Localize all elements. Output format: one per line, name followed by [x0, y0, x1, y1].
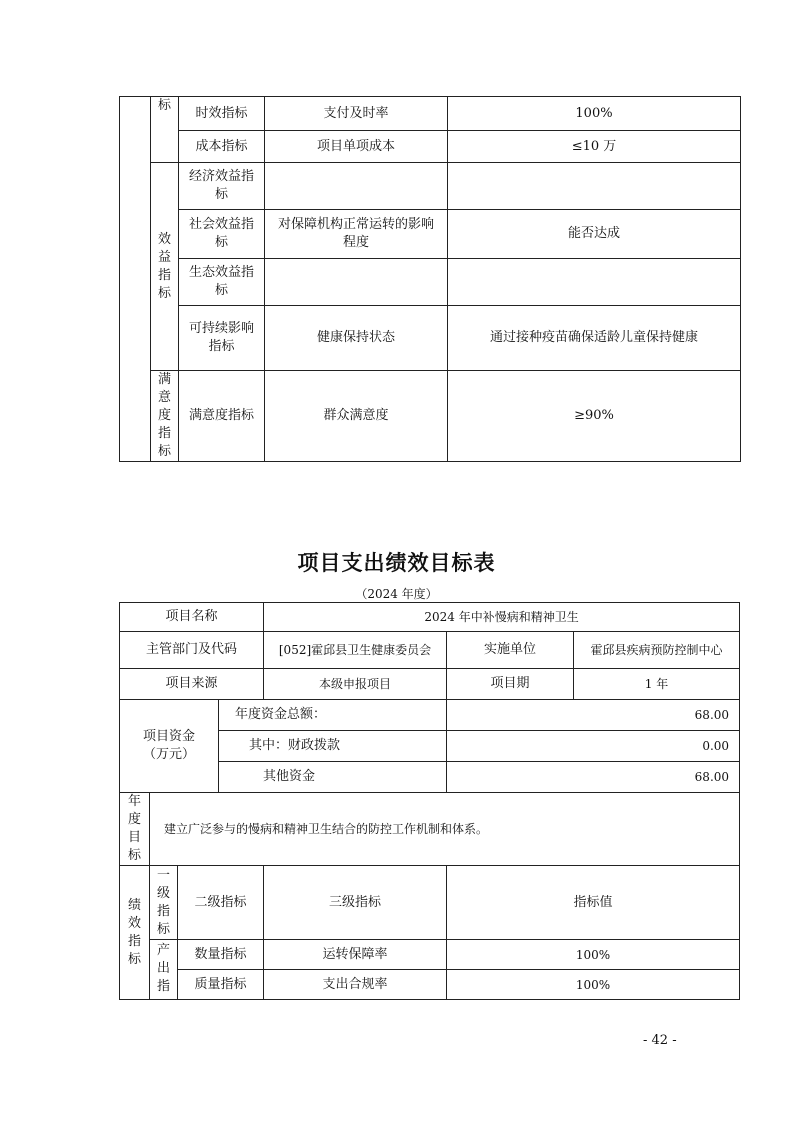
level3-cell: 项目单项成本: [265, 131, 448, 163]
level2-cell: 质量指标: [178, 970, 264, 1000]
funds-total-label: 年度资金总额：: [219, 700, 447, 731]
value-cell: [448, 163, 741, 210]
level3-cell: 对保障机构正常运转的影响程度: [265, 210, 448, 259]
satisfaction-label: 满 意 度 指 标: [151, 371, 179, 462]
level3-cell: 支出合规率: [264, 970, 447, 1000]
period-value: 1 年: [574, 669, 740, 700]
level2-cell: 社会效益指标: [179, 210, 265, 259]
source-label: 项目来源: [120, 669, 264, 700]
level3-cell: [265, 259, 448, 306]
funds-total-value: 68.00: [447, 700, 740, 731]
level2-cell: 数量指标: [178, 940, 264, 970]
goal-label: 年 度 目 标: [120, 793, 150, 866]
level2-header: 二级指标: [178, 866, 264, 940]
output-label: 产 出 指: [150, 940, 178, 1000]
dept-label: 主管部门及代码: [120, 632, 264, 669]
output-label-tail: 标: [151, 97, 179, 163]
level3-cell: 群众满意度: [265, 371, 448, 462]
level2-cell: 成本指标: [179, 131, 265, 163]
benefit-label: 效 益 指 标: [151, 163, 179, 371]
level2-cell: 满意度指标: [179, 371, 265, 462]
impl-label: 实施单位: [447, 632, 574, 669]
level2-cell: 时效指标: [179, 97, 265, 131]
page-title: 项目支出绩效目标表: [297, 551, 496, 575]
project-name-value: 2024 年中补慢病和精神卫生: [264, 603, 740, 632]
level2-cell: 生态效益指标: [179, 259, 265, 306]
dept-value: [052]霍邱县卫生健康委员会: [264, 632, 447, 669]
funds-label: 项目资金（万元）: [120, 700, 219, 793]
page-number: - 42 -: [643, 1033, 677, 1048]
value-cell: ≤10 万: [448, 131, 741, 163]
value-cell: 100%: [447, 940, 740, 970]
project-performance-table: [119, 602, 740, 1000]
level3-cell: 支付及时率: [265, 97, 448, 131]
funds-fiscal-label: 其中：财政拨款: [219, 731, 447, 762]
source-value: 本级申报项目: [264, 669, 447, 700]
level3-cell: 运转保障率: [264, 940, 447, 970]
value-cell: 100%: [447, 970, 740, 1000]
year-subtitle: （2024 年度）: [355, 587, 438, 601]
value-header: 指标值: [447, 866, 740, 940]
level1-header: 一 级 指 标: [150, 866, 178, 940]
funds-other-label: 其他资金: [219, 762, 447, 793]
value-cell: [448, 259, 741, 306]
funds-fiscal-value: 0.00: [447, 731, 740, 762]
performance-table-continued: [119, 96, 741, 462]
level3-cell: 健康保持状态: [265, 306, 448, 371]
value-cell: 100%: [448, 97, 741, 131]
funds-other-value: 68.00: [447, 762, 740, 793]
value-cell: 通过接种疫苗确保适龄儿童保持健康: [448, 306, 741, 371]
level3-cell: [265, 163, 448, 210]
impl-value: 霍邱县疾病预防控制中心: [574, 632, 740, 669]
perf-label: 绩 效 指 标: [120, 866, 150, 1000]
value-cell: 能否达成: [448, 210, 741, 259]
level2-cell: 可持续影响指标: [179, 306, 265, 371]
period-label: 项目期: [447, 669, 574, 700]
first-level-blank-cell: [120, 97, 151, 462]
level3-header: 三级指标: [264, 866, 447, 940]
project-name-label: 项目名称: [120, 603, 264, 632]
value-cell: ≥90%: [448, 371, 741, 462]
level2-cell: 经济效益指标: [179, 163, 265, 210]
goal-text: 建立广泛参与的慢病和精神卫生结合的防控工作机制和体系。: [150, 793, 740, 866]
